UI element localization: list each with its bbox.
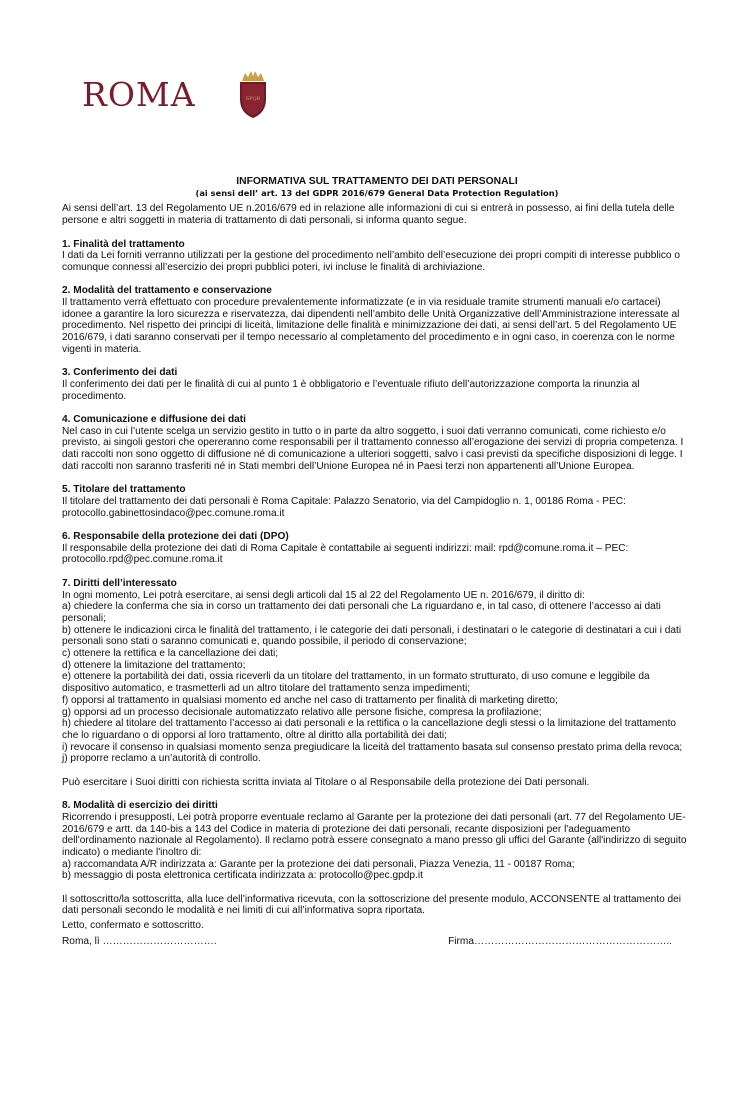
rights-item: i) revocare il consenso in qualsiasi momento senza pregiudicare la liceità del trattamento basata sul consenso prestato prima della revoca; (62, 741, 683, 753)
rights-item: e) ottenere la portabilità dei dati, ossia riceverli da un titolare del trattamento, in un formato strutturato, di uso comune e leggibile da dispositivo automatico, e trasmetterli ad un altro titolare del trattamento senza impedimenti; (62, 671, 650, 695)
section-4-text: Nel caso in cui l’utente scelga un servizio gestito in tutto o in parte da altro soggetto, i suoi dati verranno comunicati, come richiesto e/o previsto, ai singoli gestori che opereranno come responsabili per il trattamento connesso all’erogazione dei servizi di propria competenza. I dati raccolti non sono oggetto di diffusione né di comunicazione a ulteriori soggetti, salvo i casi previsti da specifiche disposizioni di legge. I dati raccolti non saranno trasferiti né in Stati membri dell’Unione Europea né in Paesi terzi non appartenenti all’Unione Europea. (62, 425, 684, 472)
rights-item: d) ottenere la limitazione del trattamento; (62, 659, 246, 671)
section-5-title: 5. Titolare del trattamento (62, 484, 186, 496)
rights-item: h) chiedere al titolare del trattamento l’accesso ai dati personali e la rettifica o la cancellazione degli stessi o la limitazione del trattamento che lo riguardano o di opporsi al loro trattamento, oltre al diritto alla portabilità dei dati; (62, 718, 677, 741)
rights-item: f) opporsi al trattamento in qualsiasi momento ed anche nel caso di trattamento per finalità di marketing diretto; (62, 694, 558, 706)
section-3-title: 3. Conferimento dei dati (62, 367, 178, 379)
document-title: INFORMATIVA SUL TRATTAMENTO DEI DATI PERSONALI (236, 176, 518, 187)
section-8-text: Ricorrendo i presupposti, Lei potrà proporre eventuale reclamo al Garante per la protezione dei dati personali (art. 77 del Regolamento UE- 2016/679 e artt. da 140-bis a 143 del Codice in materia di protezione dei dati personali, recante disposizioni per l'adeguamento dell'ordinamento nazionale al Regolamento). Il reclamo potrà essere consegnato a mano presso gli uffici del Garante (all'indirizzo di seguito indicato) o mediante l'inoltro di: (62, 811, 687, 858)
complaint-item: b) messaggio di posta elettronica certificata indirizzata a: protocollo@pec.gpdp.it (62, 870, 423, 882)
section-2-title: 2. Modalità del trattamento e conservazione (62, 285, 272, 297)
section-6-text: Il responsabile della protezione dei dati di Roma Capitale è contattabile ai seguenti indirizzi: mail: rpd@comune.roma.it – PEC: protocollo.rpd@pec.comune.roma.it (62, 542, 629, 566)
section-4-title: 4. Comunicazione e diffusione dei dati (62, 414, 246, 425)
rights-item: c) ottenere la rettifica e la cancellazione dei dati; (62, 648, 279, 660)
section-1-title: 1. Finalità del trattamento (62, 238, 185, 250)
rights-item: b) ottenere le indicazioni circa le finalità del trattamento, i le categorie dei dati personali, i destinatari o le categorie di destinatari a cui i dati personali sono stati o saranno comunicati e, quando possibile, il periodo di conservazione; (62, 624, 682, 648)
section-6-title: 6. Responsabile della protezione dei dati (DPO) (62, 531, 289, 542)
section-7-title: 7. Diritti dell’interessato (62, 577, 177, 589)
section-2-text: Il trattamento verrà effettuato con procedure prevalentemente informatizzate (e in via residuale tramite strumenti manuali e/o cartacei) idonee a garantire la loro sicurezza e riservatezza, dai dipendenti nell’ambito delle Unità Organizzative dell’Amministrazione interessate al procedimento. Nel rispetto dei principi di liceità, limitazione delle finalità e minimizzazione dei dati, ai sensi dell’art. 5 del Regolamento UE 2016/679, i dati saranno conservati per il tempo necessario al completamento del procedimento e in ogni caso, in coerenza con le norme vigenti in materia. (62, 297, 680, 355)
roma-logo (82, 68, 270, 120)
confirmation-line: Letto, confermato e sottoscritto. (62, 920, 204, 932)
place-date-field: Roma, lì ……………………………. (62, 935, 217, 947)
svg-text:SPQR: SPQR (245, 96, 260, 102)
section-5-text: Il titolare del trattamento dei dati personali è Roma Capitale: Palazzo Senatorio, via del Campidoglio n. 1, 00186 Roma - PEC: protocollo.gabinettosindaco@pec.comune.roma.it (62, 495, 626, 519)
section-1-text: I dati da Lei forniti verranno utilizzati per la gestione del procedimento nell’ambito dell’esecuzione dei propri compiti di interesse pubblico o comunque connessi all’esercizio dei propri pubblici poteri, ivi incluse le finalità di archiviazione. (62, 250, 680, 273)
rights-item: j) proporre reclamo a un’autorità di controllo. (62, 753, 261, 765)
document-subtitle: (ai sensi dell’ art. 13 del GDPR 2016/679 General Data Protection Regulation) (195, 187, 559, 198)
signature-field: Firma………………………………………………….. (448, 935, 672, 947)
section-8-title: 8. Modalità di esercizio dei diritti (62, 800, 218, 812)
section-3-text: Il conferimento dei dati per le finalità di cui al punto 1 è obbligatorio e l’eventuale rifiuto dell’autorizzazione comporta la rinunzia al procedimento. (62, 378, 640, 402)
consent-paragraph: Il sottoscritto/la sottoscritta, alla luce dell’informativa ricevuta, con la sottoscrizione del presente modulo, ACCONSENTE al trattamento dei dati personali secondo le modalità e nei limiti di cui all’informativa sopra riportata. (62, 893, 682, 917)
rights-item: a) chiedere la conferma che sia in corso un trattamento dei dati personali che La riguardano e, in tal caso, di ottenere l’accesso ai dati personali; (62, 601, 661, 624)
signature-row (62, 936, 692, 948)
document-body (62, 176, 692, 948)
section-7-footer: Può esercitare i Suoi diritti con richiesta scritta inviata al Titolare o al Responsabile della protezione dei Dati personali. (62, 776, 590, 788)
logo-text: ROMA (82, 74, 196, 114)
rights-item: g) opporsi ad un processo decisionale automatizzato relativo alle persone fisiche, compresa la profilazione; (62, 706, 542, 718)
intro-paragraph: Ai sensi dell’art. 13 del Regolamento UE n.2016/679 ed in relazione alle informazioni di cui si entrerà in possesso, ai fini della tutela delle persone e altri soggetti in materia di trattamento di dati personali, si informa quanto segue. (62, 203, 675, 227)
complaint-item: a) raccomandata A/R indirizzata a: Garante per la protezione dei dati personali, Piazza Venezia, 11 - 00187 Roma; (62, 858, 575, 870)
section-7-intro: In ogni momento, Lei potrà esercitare, ai sensi degli articoli dal 15 al 22 del Regolamento UE n. 2016/679, il diritto di: (62, 589, 585, 601)
roma-shield-icon (236, 69, 270, 119)
